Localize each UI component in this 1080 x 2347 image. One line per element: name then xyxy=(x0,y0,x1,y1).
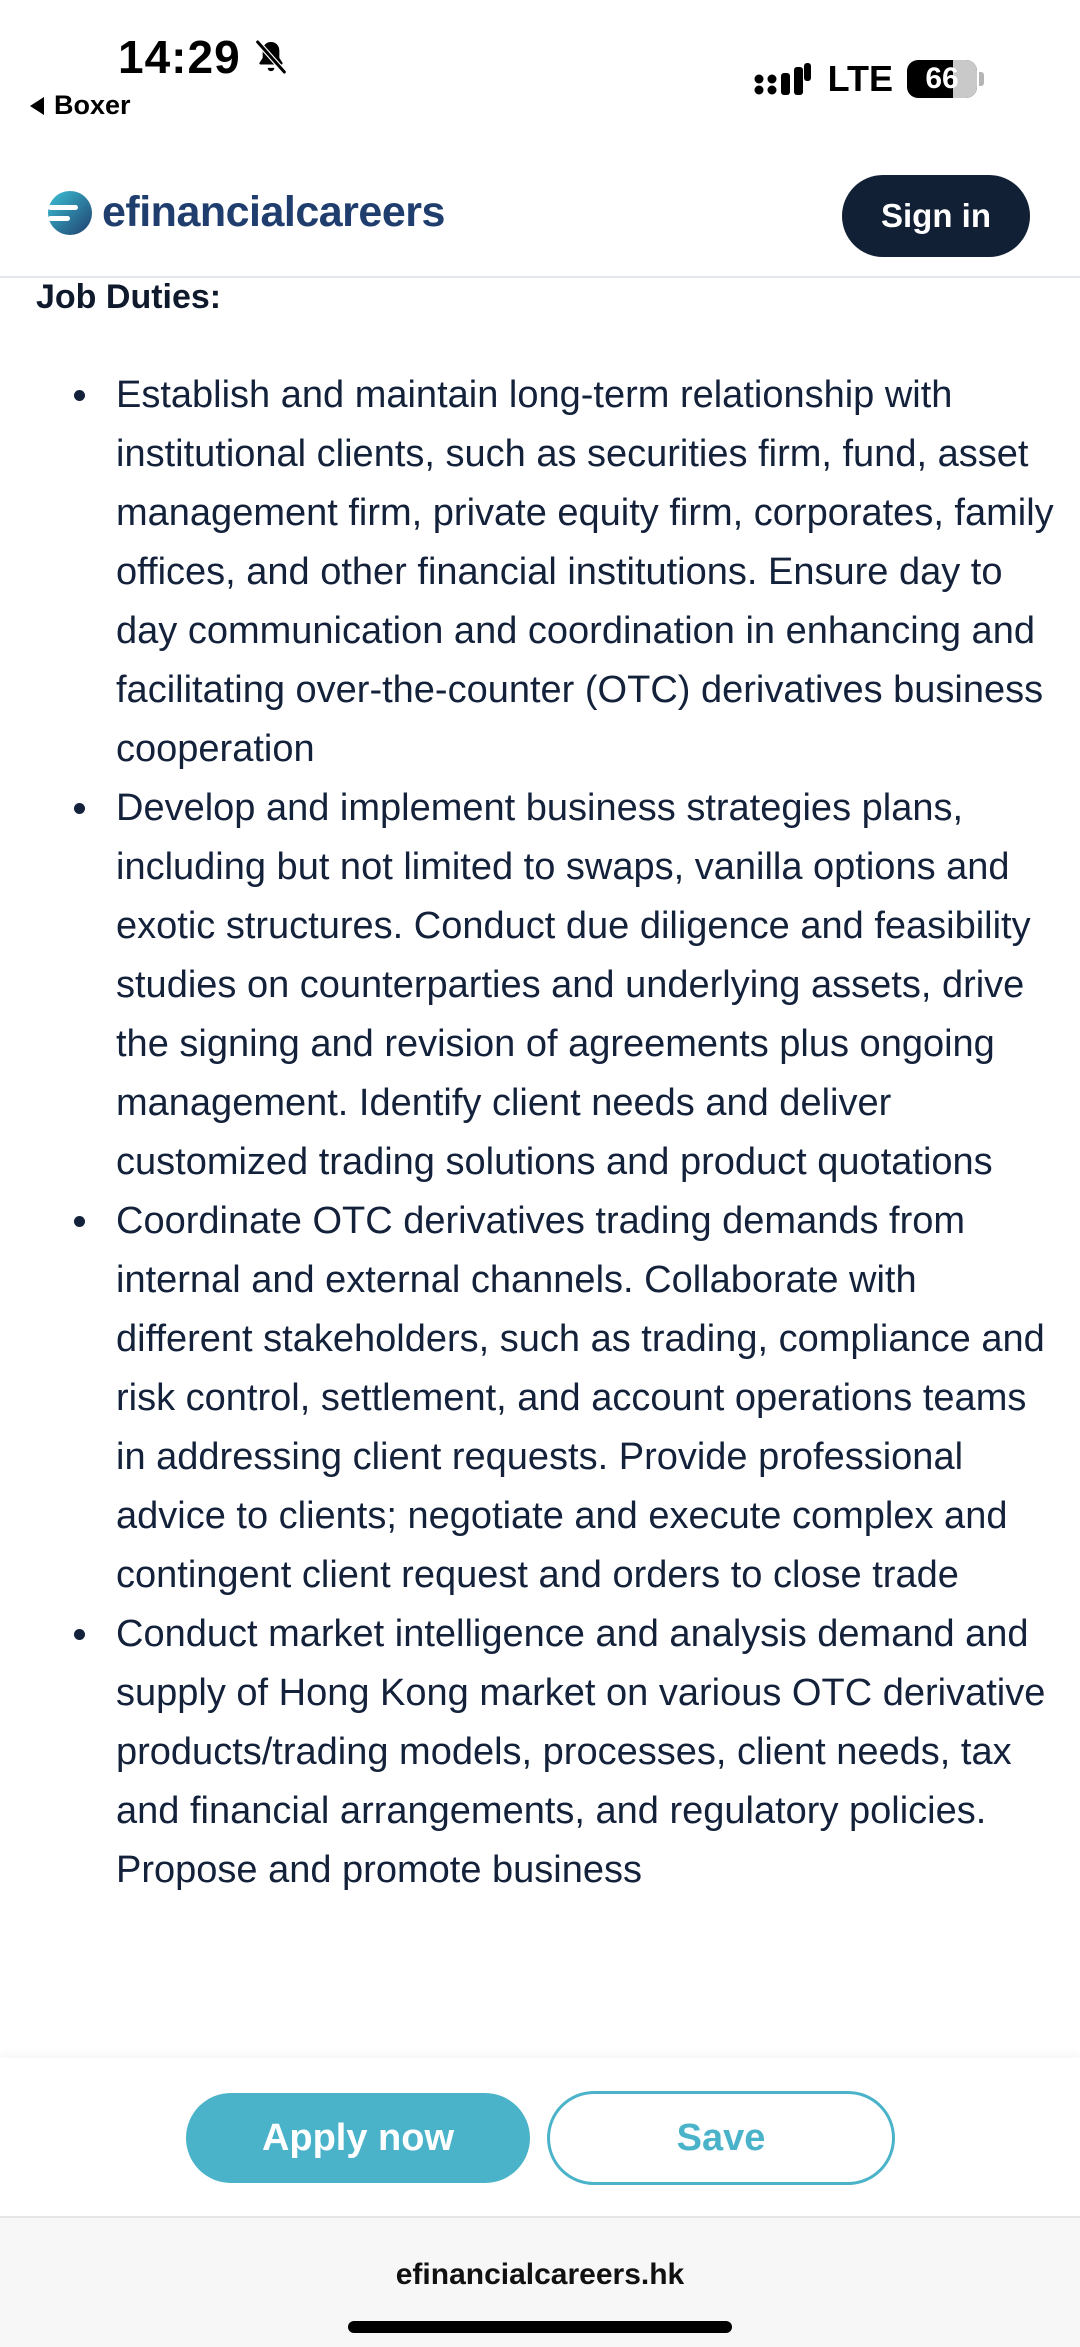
status-bar xyxy=(0,0,1080,140)
duty-text: Establish and maintain long-term relationship with institutional clients, such as securities firm, fund, asset management firm, private equity firm, corporates, family offices, and other financial institutions. Ensure day to day communication and coordination in enhancing and facilitating over-the-counter (OTC) derivatives business cooperation xyxy=(116,374,1054,770)
duty-text: Coordinate OTC derivatives trading demands from internal and external channels. Collaborate with different stakeholders, such as trading, compliance and risk control, settlement, and account operations teams in addressing client requests. Provide professional advice to clients; negotiate and execute complex and contingent client request and orders to close trade xyxy=(116,1200,1045,1596)
job-description-content[interactable] xyxy=(0,278,1080,2058)
site-logo[interactable] xyxy=(46,188,445,237)
battery-level: 66 xyxy=(925,62,959,95)
section-heading: Job Duties: xyxy=(36,278,222,316)
status-indicators xyxy=(754,58,984,100)
signal-icon xyxy=(754,61,812,97)
list-item xyxy=(0,1192,1080,1605)
network-type: LTE xyxy=(827,58,893,99)
bullet xyxy=(74,1629,85,1640)
browser-address-bar[interactable] xyxy=(0,2216,1080,2347)
logo-text: efinancialcareers xyxy=(102,188,445,236)
efc-logo-icon xyxy=(46,189,94,237)
status-time-group xyxy=(118,30,291,84)
back-to-app-link[interactable] xyxy=(30,90,131,121)
battery-tip xyxy=(979,72,984,86)
list-item xyxy=(0,779,1080,1192)
url-text[interactable]: efinancialcareers.hk xyxy=(395,2258,685,2291)
duties-list xyxy=(0,366,1080,1900)
sign-in-button[interactable]: Sign in xyxy=(842,175,1030,257)
duty-text: Conduct market intelligence and analysis demand and supply of Hong Kong market on various OTC derivative products/trading models, processes, client needs, tax and financial arrangements, and regulatory policies. Propose and promote business xyxy=(116,1613,1046,1891)
back-arrow-icon xyxy=(30,97,44,115)
site-header xyxy=(0,140,1080,278)
save-button[interactable]: Save xyxy=(547,2091,895,2185)
duty-text: Develop and implement business strategies plans, including but not limited to swaps, vanilla options and exotic structures. Conduct due diligence and feasibility studies on counterparties and underlying assets, drive the signing and revision of agreements plus ongoing management. Identify client needs and deliver customized trading solutions and product quotations xyxy=(116,787,1031,1183)
apply-now-button[interactable]: Apply now xyxy=(186,2093,530,2183)
status-time: 14:29 xyxy=(118,31,241,83)
back-app-label: Boxer xyxy=(54,90,131,120)
action-bar xyxy=(0,2058,1080,2216)
home-indicator[interactable] xyxy=(348,2321,732,2333)
bullet xyxy=(74,1216,85,1227)
bullet xyxy=(74,803,85,814)
bullet xyxy=(74,390,85,401)
bell-slash-icon xyxy=(251,37,291,77)
list-item xyxy=(0,366,1080,779)
list-item xyxy=(0,1605,1080,1900)
battery-icon xyxy=(907,60,977,98)
